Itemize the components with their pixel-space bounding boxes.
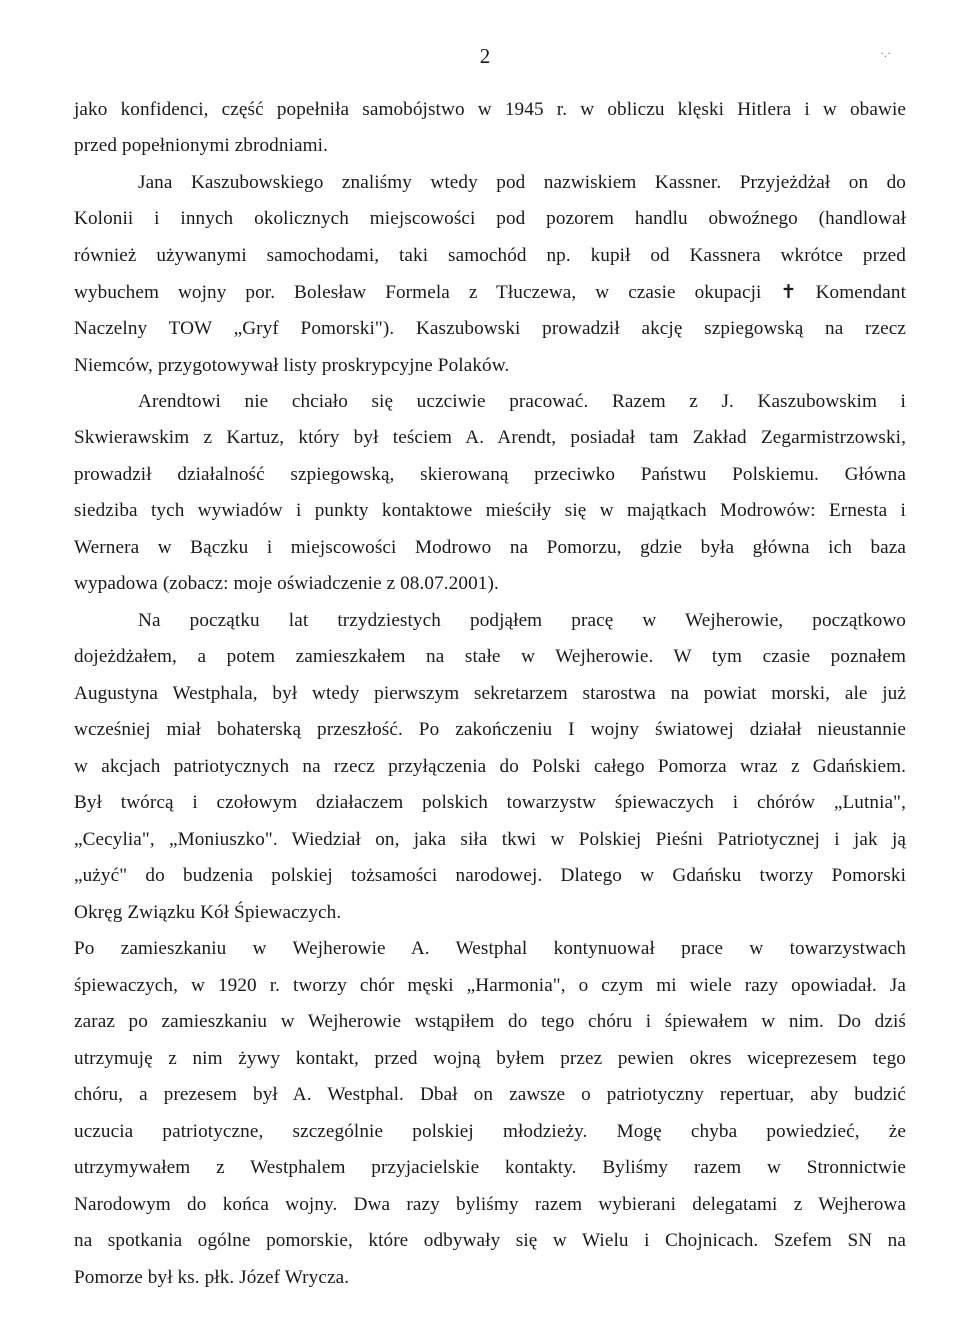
text-line: Jana Kaszubowskiego znaliśmy wtedy pod nazwiskiem Kassner. Przyjeżdżał on do	[138, 172, 906, 193]
text-line: Okręg Związku Kół Śpiewaczych.	[74, 902, 342, 923]
text-line: Na początku lat trzydziestych podjąłem pracę w Wejherowie, początkowo	[138, 610, 906, 631]
text-line: „Cecylia", „Moniuszko". Wiedział on, jaka siła tkwi w Polskiej Pieśni Patriotycznej i jak ją	[74, 829, 906, 850]
text-line: wypadowa (zobacz: moje oświadczenie z 08.07.2001).	[74, 573, 499, 594]
text-line: prowadził działalność szpiegowską, skierowaną przeciwko Państwu Polskiemu. Główna	[74, 464, 906, 485]
text-line: wcześniej miał bohaterską przeszłość. Po zakończeniu I wojny światowej działał nieustannie	[74, 719, 906, 740]
text-line: w akcjach patriotycznych na rzecz przyłączenia do Polski całego Pomorza wraz z Gdańskiem.	[74, 756, 906, 777]
text-line: śpiewaczych, w 1920 r. tworzy chór męski „Harmonia", o czym mi wiele razy opowiadał. Ja	[74, 975, 906, 996]
scan-speck: ·.·	[880, 46, 891, 60]
text-line: Arendtowi nie chciało się uczciwie pracować. Razem z J. Kaszubowskim i	[138, 391, 906, 412]
text-line: Augustyna Westphala, był wtedy pierwszym sekretarzem starostwa na powiat morski, ale już	[74, 683, 906, 704]
text-line: jako konfidenci, część popełniła samobójstwo w 1945 r. w obliczu klęski Hitlera i w obawie	[74, 99, 906, 120]
text-line: Naczelny TOW „Gryf Pomorski"). Kaszubowski prowadził akcję szpiegowską na rzecz	[74, 318, 906, 339]
text-line: Pomorze był ks. płk. Józef Wrycza.	[74, 1267, 350, 1288]
text-line: Niemców, przygotowywał listy proskrypcyjne Polaków.	[74, 355, 510, 376]
page-number: 2	[479, 44, 491, 68]
text-line: chóru, a prezesem był A. Westphal. Dbał on zawsze o patriotyczny repertuar, aby budzić	[74, 1084, 906, 1105]
text-line: zaraz po zamieszkaniu w Wejherowie wstąpiłem do tego chóru i śpiewałem w nim. Do dziś	[74, 1011, 906, 1032]
text-line: „użyć" do budzenia polskiej tożsamości narodowej. Dlatego w Gdańsku tworzy Pomorski	[74, 865, 906, 886]
text-line: Był twórcą i czołowym działaczem polskich towarzystw śpiewaczych i chórów „Lutnia",	[74, 792, 906, 813]
text-line: Narodowym do końca wojny. Dwa razy byliśmy razem wybierani delegatami z Wejherowa	[74, 1194, 906, 1215]
text-line: na spotkania ogólne pomorskie, które odbywały się w Wielu i Chojnicach. Szefem SN na	[74, 1230, 906, 1251]
text-line: utrzymywałem z Westphalem przyjacielskie kontakty. Byliśmy razem w Stronnictwie	[74, 1157, 906, 1178]
text-line: również używanymi samochodami, taki samochód np. kupił od Kassnera wkrótce przed	[74, 245, 906, 266]
text-line: Skwierawskim z Kartuz, który był teściem A. Arendt, posiadał tam Zakład Zegarmistrzowski,	[74, 427, 906, 448]
text-line: wybuchem wojny por. Bolesław Formela z Tłuczewa, w czasie okupacji ✝ Komendant	[74, 282, 906, 303]
text-line: dojeżdżałem, a potem zamieszkałem na stałe w Wejherowie. W tym czasie poznałem	[74, 646, 906, 667]
text-line: przed popełnionymi zbrodniami.	[74, 135, 328, 156]
text-line: Po zamieszkaniu w Wejherowie A. Westphal kontynuował prace w towarzystwach	[74, 938, 906, 959]
text-line: Kolonii i innych okolicznych miejscowości pod pozorem handlu obwoźnego (handlował	[74, 208, 906, 229]
text-line: uczucia patriotyczne, szczególnie polskiej młodzieży. Mogę chyba powiedzieć, że	[74, 1121, 906, 1142]
text-line: Wernera w Bączku i miejscowości Modrowo na Pomorzu, gdzie była główna ich baza	[74, 537, 906, 558]
text-line: siedziba tych wywiadów i punkty kontaktowe mieściły się w majątkach Modrowów: Ernesta i	[74, 500, 906, 521]
text-line: utrzymuję z nim żywy kontakt, przed wojną byłem przez pewien okres wiceprezesem tego	[74, 1048, 906, 1069]
